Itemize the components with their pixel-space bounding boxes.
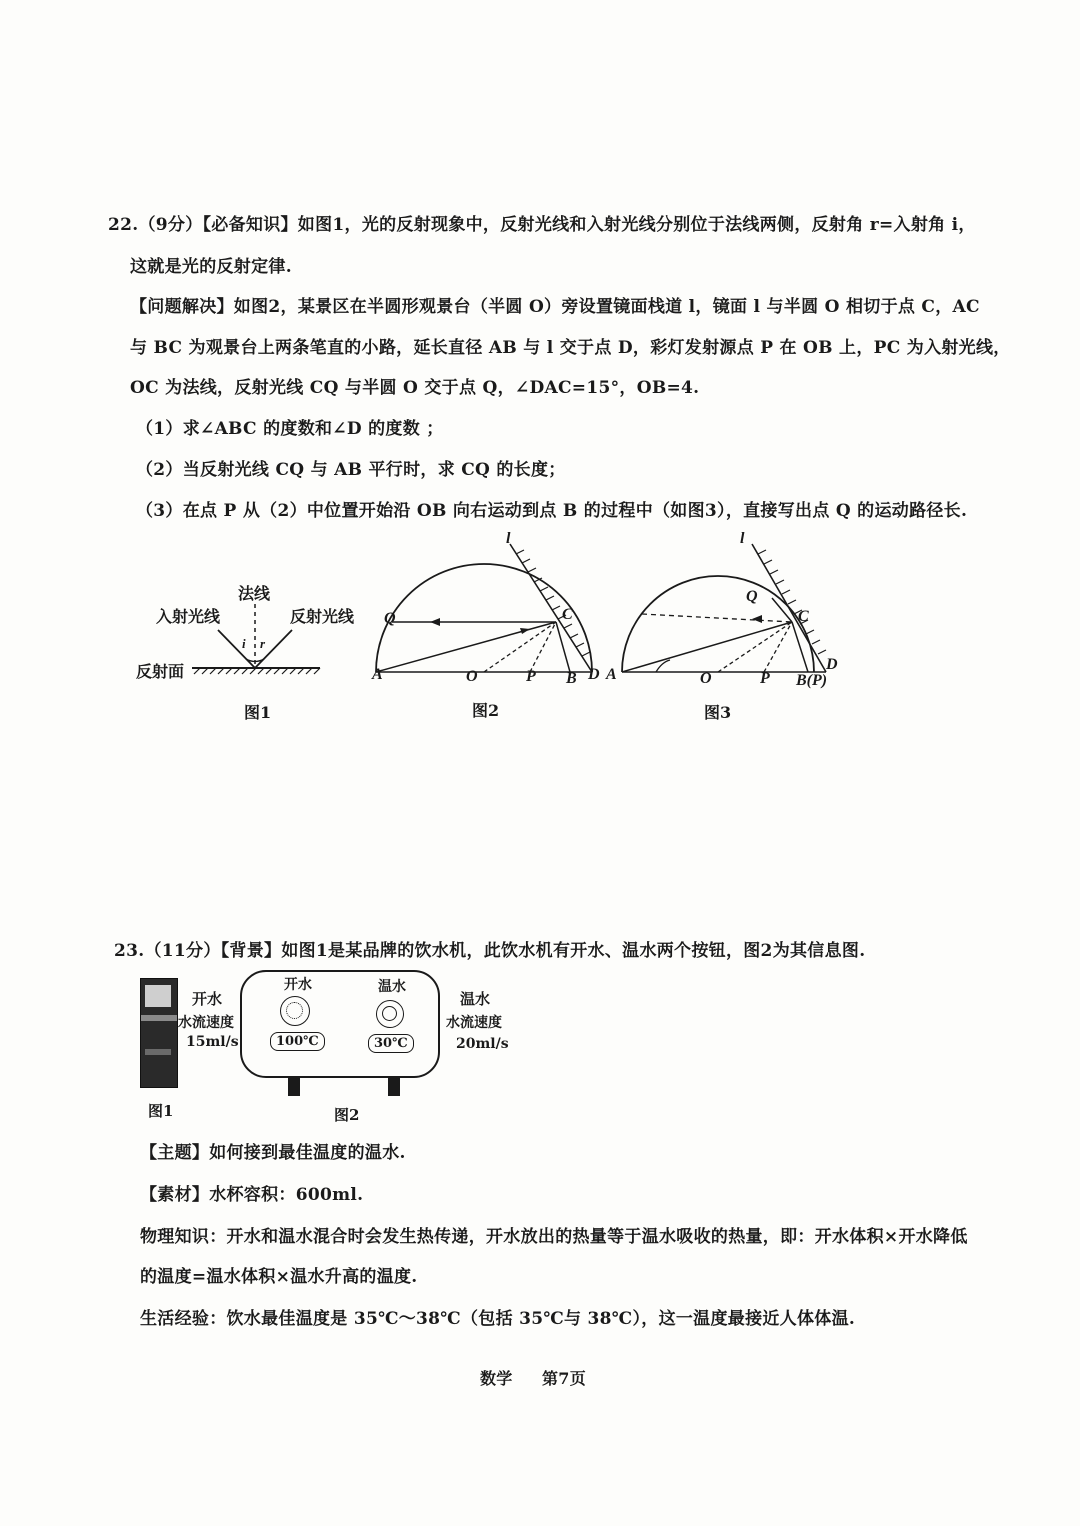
fig2-label-a: A (372, 666, 383, 683)
fig1-surface-label: 反射面 (136, 662, 185, 681)
fig3-label-d: D (826, 656, 838, 673)
fig2-label-b: B (566, 670, 577, 687)
warm-temp-badge: 30℃ (368, 1034, 414, 1053)
fig3-oc (718, 622, 792, 672)
fig2-label-q: Q (384, 610, 396, 627)
fig1-normal-label: 法线 (238, 584, 271, 603)
warm-side-title: 温水 (460, 990, 491, 1008)
q23-line-1: 23.（11分）【背景】如图1是某品牌的饮水机，此饮水机有开水、温水两个按钮，图2为其信息图. (114, 941, 866, 961)
footer-page: 第7页 (542, 1369, 587, 1388)
hot-temp-badge: 100℃ (270, 1032, 325, 1051)
warm-button-icon[interactable] (376, 1000, 404, 1028)
fig3-mirror-hatch (758, 550, 826, 654)
fig3-label-p: P (760, 670, 770, 687)
hot-side-rate: 15ml/s (186, 1034, 239, 1050)
fig3-arrow-cq (752, 615, 762, 623)
warm-side-rate: 20ml/s (456, 1036, 509, 1052)
fig3-ac (622, 622, 792, 672)
q23-physics-2: 的温度=温水体积×温水升高的温度. (140, 1267, 418, 1287)
fig2-oc (484, 622, 556, 672)
footer-subject: 数学 (480, 1369, 513, 1388)
q22-line-2: 这就是光的反射定律. (130, 257, 292, 277)
fig3-cq-dashed (642, 614, 792, 622)
fig3-bc (792, 622, 808, 672)
fig1-angle-i: i (242, 636, 246, 651)
fig1-reflected-label: 反射光线 (290, 607, 355, 626)
hot-button-label: 开水 (284, 977, 312, 993)
fig3-label-bp: B(P) (796, 672, 828, 689)
hot-button-icon[interactable] (280, 996, 310, 1026)
q23-theme: 【主题】如何接到最佳温度的温水. (140, 1143, 406, 1163)
fig2-label-p: P (526, 668, 536, 685)
q22-line-3: 【问题解决】如图2，某景区在半圆形观景台（半圆 O）旁设置镜面栈道 l，镜面 l 与半圆 O 相切于点 C，AC (130, 297, 980, 317)
fig3-label-l: l (740, 530, 745, 547)
q22-part-1: （1）求∠ABC 的度数和∠D 的度数 ； (136, 419, 444, 439)
panel-leg-left (288, 1076, 300, 1096)
fig2-arrow-cq (430, 618, 440, 626)
warm-button-label: 温水 (378, 979, 406, 995)
fig1-incident-label: 入射光线 (156, 607, 221, 626)
dispenser-photo-top-panel (145, 985, 171, 1007)
hot-side-title: 开水 (192, 990, 223, 1008)
q23-fig2-caption: 图2 (334, 1106, 360, 1124)
q22-part-2: （2）当反射光线 CQ 与 AB 平行时，求 CQ 的长度； (136, 460, 566, 480)
q22-line-1: 22.（9分）【必备知识】如图1，光的反射现象中，反射光线和入射光线分别位于法线两侧，反射角 r=入射角 i， (108, 215, 976, 235)
fig3-caption: 图3 (704, 703, 732, 722)
fig2-mirror-hatch (516, 550, 590, 656)
fig2-label-o: O (466, 668, 478, 685)
fig3-label-o: O (700, 670, 712, 687)
fig3-label-c: C (798, 608, 809, 625)
fig1-incident-ray (218, 630, 255, 668)
hot-side-flow: 水流速度 (178, 1015, 234, 1031)
fig2-label-d: D (588, 666, 600, 683)
q23-fig1-caption: 图1 (148, 1102, 174, 1120)
dispenser-photo-bottom-stripe (145, 1049, 171, 1055)
fig2-bc (556, 622, 570, 672)
fig3-mirror-l (752, 544, 826, 672)
q23-material: 【素材】水杯容积：600ml. (140, 1185, 364, 1205)
q23-dispenser-photo (140, 978, 178, 1088)
fig1-angle-r: r (260, 636, 266, 651)
fig3-drawing (612, 530, 852, 690)
fig2-caption: 图2 (472, 701, 500, 720)
warm-side-flow: 水流速度 (446, 1015, 502, 1031)
q23-life: 生活经验：饮水最佳温度是 35℃～38℃（包括 35℃与 38℃），这一温度最接近人体体温. (140, 1309, 856, 1329)
fig2-label-l: l (506, 530, 511, 547)
fig3-label-a: A (606, 666, 617, 683)
dispenser-photo-stripe (141, 1015, 177, 1021)
fig2-pc (530, 622, 556, 672)
fig2-label-c: C (562, 606, 573, 623)
q22-line-4: 与 BC 为观景台上两条笔直的小路，延长直径 AB 与 l 交于点 D，彩灯发射源点 P 在 OB 上，PC 为入射光线， (130, 338, 1011, 358)
fig2-arrow-ac (520, 628, 530, 634)
panel-leg-right (388, 1076, 400, 1096)
q22-line-5: OC 为法线，反射光线 CQ 与半圆 O 交于点 Q，∠DAC=15°，OB=4. (130, 378, 700, 398)
q23-physics-1: 物理知识：开水和温水混合时会发生热传递，开水放出的热量等于温水吸收的热量，即：开水体积×开水降低 (140, 1227, 968, 1247)
fig3-label-q: Q (746, 588, 758, 605)
fig1-caption: 图1 (244, 703, 272, 722)
q22-part-3: （3）在点 P 从（2）中位置开始沿 OB 向右运动到点 B 的过程中（如图3），直接写出点 Q 的运动路径长. (136, 501, 968, 521)
q23-info-panel (240, 970, 440, 1078)
